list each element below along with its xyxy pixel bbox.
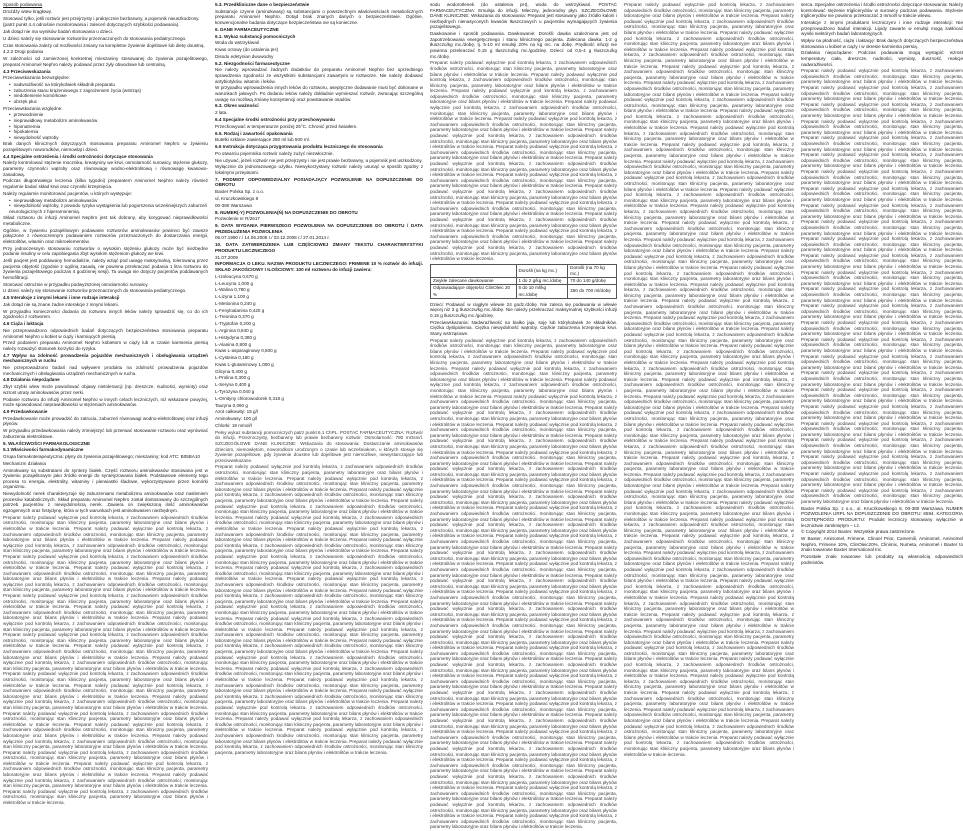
section-heading: 7. PODMIOT ODPOWIEDZIALNY POSIADAJĄCY POZWOLENIE NA DOPUSZCZENIE DO OBROTU bbox=[215, 176, 423, 188]
body-paragraph: L-Tyrozyna 0,040 g bbox=[215, 389, 255, 395]
body-paragraph: L-Cysteina 0,180 g bbox=[215, 355, 254, 361]
section-heading: 4.8 Działania niepożądane bbox=[3, 377, 60, 383]
body-paragraph: Nie przeprowadzono odpowiednich badań dotyczących bezpieczeństwa stosowania preparatu Aminomel Nephro u kobiet w ciąży i karmiących piersią. bbox=[3, 327, 208, 339]
body-paragraph: Przeciwwskazania: Nadwrażliwość na białko jaja, soję lub którykolwiek ze składników. Ciężka dyslipidemia. Ciężka niewydolność wątroby. Ciężkie zaburzenia krzepnięcia krwi. Stany wstrząsowe. bbox=[430, 319, 617, 336]
body-paragraph: Pełny wykaz substancji pomocniczych patrz punkt 6.1 ChPL. POSTAĆ FARMACEUTYCZNA: Roztwór do infuzji. Przezroczysty, bezbarwny lub prawie bezbarwny roztwór. Osmolarność: 780 mOsm/l. SZCZEGÓŁOWE DANE KLINICZNE: Wskazania do stosowania: Dostarczanie aminokwasów dzieciom, niemowlętom, noworodkom urodzonym o czasie lub wcześniakom, u których stosuje się żywienie pozajelitowe, gdy żywienie doustne lub dojelitowe jest niemożliwe, niewystarczające lub przeciwwskazane. bbox=[215, 429, 423, 463]
body-paragraph: L-Prolina 0,300 g bbox=[215, 375, 250, 381]
body-paragraph: Przedawkowanie może prowadzić do zatrucia, zaburzeń równowagi wodno-elektrolitowej oraz infuzji płynów. bbox=[3, 415, 208, 427]
table-cell bbox=[431, 264, 517, 277]
body-paragraph: Interakcje z innymi produktami leczniczymi i inne rodzaje interakcji: Nie przeprowadzono badań interakcji. Lipidy zawarte w emulsji mogą zakłócać wyniki niektórych badań laboratoryjnych. bbox=[801, 19, 963, 37]
table-cell: 1 do 2 g/kg mc./dobę bbox=[516, 278, 568, 285]
body-paragraph: Nie należy wprowadzać żadnych dodatków do preparatu Aminomel Nephro bez uprzedniego sprawdzenia zgodności ze wszystkimi substancjami zawartymi w roztworze. Nie należy dodawać antybiotyków, witamin i leków. bbox=[215, 67, 423, 84]
body-paragraph: Kwas L-glutaminowy 1,000 g bbox=[215, 361, 274, 367]
body-paragraph: © Copyright 2014 Baxter. Wszystkie prawa zastrzeżone. bbox=[801, 529, 916, 535]
body-paragraph: Pozostałe znaki towarowe lub produkty są własnością odpowiednich podmiotów. bbox=[801, 554, 963, 565]
bullet-item: • nadwrażliwość na którykolwiek składnik preparatu bbox=[9, 82, 208, 88]
body-paragraph: Woda do wstrzykiwań bbox=[215, 40, 260, 46]
section-heading: 5.3. Przedkliniczne dane o bezpieczeństwie bbox=[215, 2, 310, 7]
body-paragraph: Ogólnie, w żywieniu pozajelitowym podawanie roztworów aminokwasów powinno być zawsze połączone z równoczesnym podawaniem roztworów przeznaczonych do dostarczania energii, elektrolitów, witamin oraz mikroelementów. bbox=[3, 227, 208, 244]
body-paragraph: Preparat należy podawać wyłącznie pod kontrolą lekarza, z zachowaniem odpowiednich środków ostrożności, monitorując stan kliniczny pacjenta, parametry laboratoryjne oraz bilans płynów i elektrolitów w trakcie leczenia. Preparat należy podawać wyłącznie pod kontrolą lekarza, z zachowaniem odpowiednich środków ostrożności, monitorując stan kliniczny pacjenta, parametry laboratoryjne oraz bilans płynów i elektrolitów w trakcie leczenia. Preparat należy podawać wyłącznie pod kontrolą lekarza, z zachowaniem odpowiednich środków ostrożności, monitorując stan kliniczny pacjenta, parametry laboratoryjne oraz bilans płynów i elektrolitów w trakcie leczenia. Preparat należy podawać wyłącznie pod kontrolą lekarza, z zachowaniem odpowiednich środków ostrożności, monitorując stan kliniczny pacjenta, parametry laboratoryjne oraz bilans płynów i elektrolitów w trakcie leczenia. Preparat należy podawać wyłącznie pod kontrolą lekarza, z zachowaniem odpowiednich środków ostrożności, monitorując stan kliniczny pacjenta, parametry laboratoryjne oraz bilans płynów i elektrolitów w trakcie leczenia. Preparat należy podawać wyłącznie pod kontrolą lekarza, z zachowaniem odpowiednich środków ostrożności, monitorując stan kliniczny pacjenta, parametry laboratoryjne oraz bilans płynów i elektrolitów w trakcie leczenia. Preparat należy podawać wyłącznie pod kontrolą lekarza, z zachowaniem odpowiednich środków ostrożności, monitorując stan kliniczny pacjenta, parametry laboratoryjne oraz bilans płynów i elektrolitów w trakcie leczenia. Preparat należy podawać wyłącznie pod kontrolą lekarza, z zachowaniem odpowiednich środków ostrożności, monitorując stan kliniczny pacjenta, parametry laboratoryjne oraz bilans płynów i elektrolitów w trakcie leczenia. Preparat należy podawać wyłącznie pod kontrolą lekarza, z zachowaniem odpowiednich środków ostrożności, monitorując stan kliniczny pacjenta, parametry laboratoryjne oraz bilans płynów i elektrolitów w trakcie leczenia. Preparat należy podawać wyłącznie pod kontrolą lekarza, z zachowaniem odpowiednich środków ostrożności, monitorując stan kliniczny pacjenta, parametry laboratoryjne oraz bilans płynów i elektrolitów w trakcie leczenia. Preparat należy podawać wyłącznie pod kontrolą lekarza, z zachowaniem odpowiednich środków ostrożności, monitorując stan kliniczny pacjenta, parametry laboratoryjne oraz bilans płynów i elektrolitów w trakcie leczenia. Preparat należy podawać wyłącznie pod kontrolą lekarza, z zachowaniem odpowiednich środków ostrożności, monitorując stan kliniczny pacjenta, parametry laboratoryjne oraz bilans płynów i elektrolitów w trakcie leczenia. Preparat należy podawać wyłącznie pod kontrolą lekarza, z zachowaniem odpowiednich środków ostrożności, monitorując stan kliniczny pacjenta, parametry laboratoryjne oraz bilans płynów i elektrolitów w trakcie leczenia. Preparat należy podawać wyłącznie pod kontrolą lekarza, z zachowaniem odpowiednich środków ostrożności, monitorując stan kliniczny pacjenta, parametry laboratoryjne oraz bilans płynów i elektrolitów w trakcie leczenia. Preparat należy podawać wyłącznie pod kontrolą lekarza, z zachowaniem odpowiednich środków ostrożności, monitorując stan kliniczny pacjenta, parametry laboratoryjne oraz bilans płynów i elektrolitów w trakcie leczenia. Preparat należy podawać wyłącznie pod kontrolą lekarza, z zachowaniem odpowiednich środków ostrożności, monitorując stan kliniczny pacjenta, parametry laboratoryjne oraz bilans płynów i elektrolitów w trakcie leczenia. Preparat należy podawać wyłącznie pod kontrolą lekarza, z zachowaniem odpowiednich środków ostrożności, monitorując stan kliniczny pacjenta, parametry laboratoryjne oraz bilans płynów i elektrolitów w trakcie leczenia. Preparat należy podawać wyłącznie pod kontrolą lekarza, z zachowaniem odpowiednich środków ostrożności, monitorując stan kliniczny pacjenta, parametry laboratoryjne oraz bilans płynów i elektrolitów w trakcie leczenia. Preparat należy podawać wyłącznie pod kontrolą lekarza, z zachowaniem odpowiednich środków ostrożności, monitorując stan kliniczny pacjenta, parametry laboratoryjne oraz bilans płynów i elektrolitów w trakcie leczenia. Preparat należy podawać wyłącznie pod kontrolą lekarza, z zachowaniem odpowiednich środków ostrożności, monitorując stan kliniczny pacjenta, parametry laboratoryjne oraz bilans płynów i elektrolitów w trakcie leczenia. Preparat należy podawać wyłącznie pod kontrolą lekarza, z zachowaniem odpowiednich środków ostrożności, monitorując stan kliniczny pacjenta, parametry laboratoryjne oraz bilans płynów i elektrolitów w trakcie leczenia. Preparat należy podawać wyłącznie pod kontrolą lekarza, z zachowaniem odpowiednich środków ostrożności, monitorując stan kliniczny pacjenta, parametry laboratoryjne oraz bilans płynów i elektrolitów w trakcie leczenia. Preparat należy podawać wyłącznie pod kontrolą lekarza, z zachowaniem odpowiednich środków ostrożności, monitorując stan kliniczny pacjenta, parametry laboratoryjne oraz bilans płynów i elektrolitów w trakcie leczenia. Preparat należy podawać wyłącznie pod kontrolą lekarza, z zachowaniem odpowiednich środków ostrożności, monitorując stan kliniczny pacjenta, parametry laboratoryjne oraz bilans płynów i elektrolitów w trakcie leczenia. Preparat należy podawać wyłącznie pod kontrolą lekarza, z zachowaniem odpowiednich środków ostrożności, monitorując stan kliniczny pacjenta, parametry laboratoryjne oraz bilans płynów i elektrolitów w trakcie leczenia. Preparat należy podawać wyłącznie pod kontrolą lekarza, z zachowaniem odpowiednich środków ostrożności, monitorując stan kliniczny pacjenta, parametry laboratoryjne oraz bilans płynów i elektrolitów w trakcie leczenia. bbox=[801, 68, 963, 504]
body-paragraph: serca. Specjalne ostrzeżenia i środki ostrożności dotyczące stosowania: Należy kontrolować stężenie triglicerydów w surowicy podczas podawania. Stężenie triglicerydów nie powinno przekraczać 3 mmol/l w trakcie wlewu. bbox=[801, 2, 963, 19]
body-paragraph: L-Lizyna 1,100 g bbox=[215, 294, 249, 300]
body-paragraph: Azot całkowity: 15 g/l bbox=[215, 409, 258, 415]
section-heading: 4.9 Przedawkowanie bbox=[3, 408, 48, 414]
body-paragraph: Podanie roztworu do infuzji Aminomel Nephro w innych celach leczniczych, niż wskazane powyżej, może spowodować nieprawidłowości w stężeniach aminokwasów. bbox=[3, 396, 208, 408]
body-paragraph: 2 lata. bbox=[215, 110, 228, 116]
section-heading: INFORMACJA O LEKU. NAZWA PRODUKTU LECZNICZEGO: FRIMENE 10 % roztwór do infuzji. SKŁAD JAKOŚCIOWY I ILOŚCIOWY: 100 ml roztworu do infuzji zawiera: bbox=[215, 261, 423, 272]
body-paragraph: Preparat należy podawać wyłącznie pod kontrolą lekarza, z zachowaniem odpowiednich środków ostrożności, monitorując stan kliniczny pacjenta, parametry laboratoryjne oraz bilans płynów i elektrolitów w trakcie leczenia. Preparat należy podawać wyłącznie pod kontrolą lekarza, z zachowaniem odpowiednich środków ostrożności, monitorując stan kliniczny pacjenta, parametry laboratoryjne oraz bilans płynów i elektrolitów w trakcie leczenia. Preparat należy podawać wyłącznie pod kontrolą lekarza, z zachowaniem odpowiednich środków ostrożności, monitorując stan kliniczny pacjenta, parametry laboratoryjne oraz bilans płynów i elektrolitów w trakcie leczenia. Preparat należy podawać wyłącznie pod kontrolą lekarza, z zachowaniem odpowiednich środków ostrożności, monitorując stan kliniczny pacjenta, parametry laboratoryjne oraz bilans płynów i elektrolitów w trakcie leczenia. Preparat należy podawać wyłącznie pod kontrolą lekarza, z zachowaniem odpowiednich środków ostrożności, monitorując stan kliniczny pacjenta, parametry laboratoryjne oraz bilans płynów i elektrolitów w trakcie leczenia. Preparat należy podawać wyłącznie pod kontrolą lekarza, z zachowaniem odpowiednich środków ostrożności, monitorując stan kliniczny pacjenta, parametry laboratoryjne oraz bilans płynów i elektrolitów w trakcie leczenia. Preparat należy podawać wyłącznie pod kontrolą lekarza, z zachowaniem odpowiednich środków ostrożności, monitorując stan kliniczny pacjenta, parametry laboratoryjne oraz bilans płynów i elektrolitów w trakcie leczenia. Preparat należy podawać wyłącznie pod kontrolą lekarza, z zachowaniem odpowiednich środków ostrożności, monitorując stan kliniczny pacjenta, parametry laboratoryjne oraz bilans płynów i elektrolitów w trakcie leczenia. Preparat należy podawać wyłącznie pod kontrolą lekarza, z zachowaniem odpowiednich środków ostrożności, monitorując stan kliniczny pacjenta, parametry laboratoryjne oraz bilans płynów i elektrolitów w trakcie leczenia. Preparat należy podawać wyłącznie pod kontrolą lekarza, z zachowaniem odpowiednich środków ostrożności, monitorując stan kliniczny pacjenta, parametry laboratoryjne oraz bilans płynów i elektrolitów w trakcie leczenia. Preparat należy podawać wyłącznie pod kontrolą lekarza, z zachowaniem odpowiednich środków ostrożności, monitorując stan kliniczny pacjenta, parametry laboratoryjne oraz bilans płynów i elektrolitów w trakcie leczenia. Preparat należy podawać wyłącznie pod kontrolą lekarza, z zachowaniem odpowiednich środków ostrożności, monitorując stan kliniczny pacjenta, parametry laboratoryjne oraz bilans płynów i elektrolitów w trakcie leczenia. Preparat należy podawać wyłącznie pod kontrolą lekarza, z zachowaniem odpowiednich środków ostrożności, monitorując stan kliniczny pacjenta, parametry laboratoryjne oraz bilans płynów i elektrolitów w trakcie leczenia. Preparat należy podawać wyłącznie pod kontrolą lekarza, z zachowaniem odpowiednich środków ostrożności, monitorując stan kliniczny pacjenta, parametry laboratoryjne oraz bilans płynów i elektrolitów w trakcie leczenia. Preparat należy podawać wyłącznie pod kontrolą lekarza, z zachowaniem odpowiednich środków ostrożności, monitorując stan kliniczny pacjenta, parametry laboratoryjne oraz bilans płynów i elektrolitów w trakcie leczenia. Preparat należy podawać wyłącznie pod kontrolą lekarza, z zachowaniem odpowiednich środków ostrożności, monitorując stan kliniczny pacjenta, parametry laboratoryjne oraz bilans płynów i elektrolitów w trakcie leczenia. Preparat należy podawać wyłącznie pod kontrolą lekarza, z zachowaniem odpowiednich środków ostrożności, monitorując stan kliniczny pacjenta, parametry laboratoryjne oraz bilans płynów i elektrolitów w trakcie leczenia. Preparat należy podawać wyłącznie pod kontrolą lekarza, z zachowaniem odpowiednich środków ostrożności, monitorując stan kliniczny pacjenta, parametry laboratoryjne oraz bilans płynów i elektrolitów w trakcie leczenia. Preparat należy podawać wyłącznie pod kontrolą lekarza, z zachowaniem odpowiednich środków ostrożności, monitorując stan kliniczny pacjenta, parametry laboratoryjne oraz bilans płynów i elektrolitów w trakcie leczenia. Preparat należy podawać wyłącznie pod kontrolą lekarza, z zachowaniem odpowiednich środków ostrożności, monitorując stan kliniczny pacjenta, parametry laboratoryjne oraz bilans płynów i elektrolitów w trakcie leczenia. Preparat należy podawać wyłącznie pod kontrolą lekarza, z zachowaniem odpowiednich środków ostrożności, monitorując stan kliniczny pacjenta, parametry laboratoryjne oraz bilans płynów i elektrolitów w trakcie leczenia. Preparat należy podawać wyłącznie pod kontrolą lekarza, z zachowaniem odpowiednich środków ostrożności, monitorując stan kliniczny pacjenta, parametry laboratoryjne oraz bilans płynów i elektrolitów w trakcie leczenia. Preparat należy podawać wyłącznie pod kontrolą lekarza, z zachowaniem odpowiednich środków ostrożności, monitorując stan kliniczny pacjenta, parametry laboratoryjne oraz bilans płynów i elektrolitów w trakcie leczenia. Preparat należy podawać wyłącznie pod kontrolą lekarza, z zachowaniem odpowiednich środków ostrożności, monitorując stan kliniczny pacjenta, parametry laboratoryjne oraz bilans płynów i elektrolitów w trakcie leczenia. Preparat należy podawać wyłącznie pod kontrolą lekarza, z zachowaniem odpowiednich środków ostrożności, monitorując stan kliniczny pacjenta, parametry laboratoryjne oraz bilans płynów i elektrolitów w trakcie leczenia. Preparat należy podawać wyłącznie pod kontrolą lekarza, z zachowaniem odpowiednich środków ostrożności, monitorując stan kliniczny pacjenta, parametry laboratoryjne oraz bilans płynów i elektrolitów w trakcie leczenia. Preparat należy podawać wyłącznie pod kontrolą lekarza, z zachowaniem odpowiednich środków ostrożności, monitorując stan kliniczny pacjenta, parametry laboratoryjne oraz bilans płynów i elektrolitów w trakcie leczenia. Preparat należy podawać wyłącznie pod kontrolą lekarza, z zachowaniem odpowiednich środków ostrożności, monitorując stan kliniczny pacjenta, parametry laboratoryjne oraz bilans płynów i elektrolitów w trakcie leczenia. Preparat należy podawać wyłącznie pod kontrolą lekarza, z zachowaniem odpowiednich środków ostrożności, monitorując stan kliniczny pacjenta, parametry laboratoryjne oraz bilans płynów i elektrolitów w trakcie leczenia. Preparat należy podawać wyłącznie pod kontrolą lekarza, z zachowaniem odpowiednich środków ostrożności, monitorując stan kliniczny pacjenta, parametry laboratoryjne oraz bilans płynów i elektrolitów w trakcie leczenia. Preparat należy podawać wyłącznie pod kontrolą lekarza, z zachowaniem odpowiednich środków ostrożności, monitorując stan kliniczny pacjenta, parametry laboratoryjne oraz bilans płynów i elektrolitów w trakcie leczenia. Preparat należy podawać wyłącznie pod kontrolą lekarza, z zachowaniem odpowiednich środków ostrożności, monitorując stan kliniczny pacjenta, parametry laboratoryjne oraz bilans płynów i elektrolitów w trakcie leczenia. Preparat należy podawać wyłącznie pod kontrolą lekarza, z zachowaniem odpowiednich środków ostrożności, monitorując stan kliniczny pacjenta, parametry laboratoryjne oraz bilans płynów i elektrolitów w trakcie leczenia. Preparat należy podawać wyłącznie pod kontrolą lekarza, z zachowaniem odpowiednich środków ostrożności, monitorując stan kliniczny pacjenta, parametry laboratoryjne oraz bilans płynów i elektrolitów w trakcie leczenia. Preparat należy podawać wyłącznie pod kontrolą lekarza, z zachowaniem odpowiednich środków ostrożności, monitorując stan kliniczny pacjenta, parametry laboratoryjne oraz bilans płynów i elektrolitów w trakcie leczenia. Preparat należy podawać wyłącznie pod kontrolą lekarza, z zachowaniem odpowiednich środków ostrożności, monitorując stan kliniczny pacjenta, parametry laboratoryjne oraz bilans płynów i elektrolitów w trakcie leczenia. Preparat należy podawać wyłącznie pod kontrolą lekarza, z zachowaniem odpowiednich środków ostrożności, monitorując stan kliniczny pacjenta, parametry laboratoryjne oraz bilans płynów i elektrolitów w trakcie leczenia. Preparat należy podawać wyłącznie pod kontrolą lekarza, z zachowaniem odpowiednich środków ostrożności, monitorując stan kliniczny pacjenta, parametry laboratoryjne oraz bilans płynów i elektrolitów w trakcie leczenia. Preparat należy podawać wyłącznie pod kontrolą lekarza, z zachowaniem odpowiednich środków ostrożności, monitorując stan kliniczny pacjenta, parametry laboratoryjne oraz bilans płynów i elektrolitów w trakcie leczenia. Preparat należy podawać wyłącznie pod kontrolą lekarza, z zachowaniem odpowiednich środków ostrożności, monitorując stan kliniczny pacjenta, parametry laboratoryjne oraz bilans płynów i elektrolitów w trakcie leczenia. Preparat należy podawać wyłącznie pod kontrolą lekarza, z zachowaniem odpowiednich środków ostrożności, monitorując stan kliniczny pacjenta, parametry laboratoryjne oraz bilans płynów i elektrolitów w trakcie leczenia. Preparat należy podawać wyłącznie pod kontrolą lekarza, z zachowaniem odpowiednich środków ostrożności, monitorując stan kliniczny pacjenta, parametry laboratoryjne oraz bilans płynów i elektrolitów w trakcie leczenia. Preparat należy podawać wyłącznie pod kontrolą lekarza, z zachowaniem odpowiednich środków ostrożności, monitorując stan kliniczny pacjenta, parametry laboratoryjne oraz bilans płynów i elektrolitów w trakcie leczenia. Preparat należy podawać wyłącznie pod kontrolą lekarza, z zachowaniem odpowiednich środków ostrożności, monitorując stan kliniczny pacjenta, parametry laboratoryjne oraz bilans płynów i elektrolitów w trakcie leczenia. Preparat należy podawać wyłącznie pod kontrolą lekarza, z zachowaniem odpowiednich środków ostrożności, monitorując stan kliniczny pacjenta, parametry laboratoryjne oraz bilans płynów i elektrolitów w trakcie leczenia. Preparat należy podawać wyłącznie pod kontrolą lekarza, z zachowaniem odpowiednich środków ostrożności, monitorując stan kliniczny pacjenta, parametry laboratoryjne oraz bilans płynów i elektrolitów w trakcie leczenia. Preparat należy podawać wyłącznie pod kontrolą lekarza, z zachowaniem odpowiednich środków ostrożności, monitorując stan kliniczny pacjenta, parametry laboratoryjne oraz bilans płynów i elektrolitów w trakcie leczenia. Preparat należy podawać wyłącznie pod kontrolą lekarza, z zachowaniem odpowiednich środków ostrożności, monitorując stan kliniczny pacjenta, parametry laboratoryjne oraz bilans płynów i elektrolitów w trakcie leczenia. bbox=[624, 2, 794, 757]
body-paragraph: 00-380 Warszawa bbox=[215, 202, 252, 208]
body-paragraph: Kwas octowy (do ustalenia pH) bbox=[215, 47, 279, 53]
bullet-item: • przewodnienie bbox=[9, 112, 208, 118]
column-1 bbox=[3, 2, 208, 831]
body-paragraph: Działania niepożądane: Podczas podawania mogą wystąpić: wzrost temperatury ciała, dreszcze, nudności, wymioty, duszność, reakcje nadwrażliwości. bbox=[801, 50, 963, 67]
body-paragraph: L-Arginina 0,840 g bbox=[215, 328, 253, 333]
dosage-table bbox=[430, 264, 617, 299]
body-paragraph: L-Metionina 0,240 g bbox=[215, 300, 256, 306]
body-paragraph: Stosować ostrożnie w przypadku podwyższonej osmolarności surowicy. bbox=[3, 281, 149, 287]
body-paragraph: Brak danych klinicznych dotyczących stosowania preparatu Aminomel Nephro w żywieniu pozajelitowym noworodków, niemowląt i dzieci. bbox=[3, 141, 208, 152]
body-paragraph: L-Ornityny chlorowodorek 0,318 g bbox=[215, 395, 284, 401]
body-paragraph: Baxter Polska Sp. z o.o., ul. Kruczkowskiego 8, 00-380 Warszawa. NUMER POZWOLENIA URPL NA DOPUSZCZENIE DO OBROTU: 6594. KATEGORIA DOSTĘPNOŚCI PRODUKTU: Produkt leczniczy stosowany wyłącznie w lecznictwie zamkniętym – Lz. bbox=[801, 505, 963, 528]
section-heading: 6.1. Wykaz substancji pomocniczych bbox=[215, 33, 296, 39]
body-paragraph: Przy jednoczesnym stosowaniu roztworów o wysokim stężeniu glukozy może być niezbędne podanie insuliny w celu zapobiegania zbyt wysokim stężeniom glukozy we krwi. bbox=[3, 245, 208, 257]
body-paragraph: Przeciwwskazania względne: bbox=[3, 105, 63, 111]
body-paragraph: Przed podaniem preparatu Aminomel Nephro kobietom w ciąży lub w czasie karmienia piersią należy rozważyć stosunek korzyści do ryzyka. bbox=[3, 340, 208, 351]
body-paragraph: Glicyna 0,400 g bbox=[215, 368, 247, 374]
body-paragraph: ul. Kruczkowskiego 8 bbox=[215, 195, 259, 201]
body-paragraph: Wyłącznie do jednorazowego użytku. Niewykorzystany roztwór należy usunąć w sposób zgodny z lokalnymi przepisami. bbox=[215, 164, 423, 175]
bullet-item: • nieprawidłowy metabolizm aminokwasów bbox=[9, 118, 208, 124]
body-paragraph: Nie przeprowadzono badań nad wpływem produktu na zdolność prowadzenia pojazdów mechanicznych i obsługiwania urządzeń mechanicznych w ruchu. bbox=[3, 365, 208, 376]
body-paragraph: U dzieci należy się stosowanie roztworów przeznaczonych do stosowania pediatrycznego. bbox=[3, 35, 187, 41]
section-heading: 6. DANE FARMACEUTYCZNE bbox=[215, 26, 279, 32]
bullet-item: • hiponatremia bbox=[9, 124, 208, 130]
body-paragraph: Niewydolność nerek charakteryzuje się zaburzeniami metabolizmu aminokwasów oraz nasileniem procesów katabolicznych. Skład preparatu Aminomel Nephro został dostosowany do szczególnych potrzeb pacjentów z niewydolnością nerek. Zawiera on zwiększoną ilość aminokwasów egzogennych oraz histydynę, która w tych warunkach jest aminokwasem niezbędnym. bbox=[3, 491, 208, 513]
body-paragraph: Tauryna 0,060 g bbox=[215, 402, 248, 408]
body-paragraph: Dzieci: Podawać w ciągłym wlewie 24 godz./dobę. Nie zaleca się podawania w wlewie więcej niż 3 g tłuszczu/kg mc./dobę. Nie należy przekraczać maksymalnej szybkości infuzji 0,15 g tłuszczu/kg mc./godzinę. bbox=[430, 301, 617, 318]
body-paragraph: Disodu edetynian dwuwodny bbox=[215, 53, 274, 59]
table-cell: 350 do 700 ml/dobę bbox=[568, 285, 617, 298]
column-5 bbox=[801, 2, 963, 831]
section-heading: 9. DATA WYDANIA PIERWSZEGO POZWOLENIA NA DOPUSZCZENIE DO OBROTU / DATA PRZEDŁUŻENIA POZWOLENIA bbox=[215, 223, 423, 234]
bullet-list bbox=[9, 112, 208, 140]
body-paragraph: W zależności od zamierzonej konkretnej mieszaniny stosowanej do żywienia pozajelitowego, preparat Aminomel Nephro należy podawać przez żyły obwodowe lub centralną. bbox=[3, 56, 208, 67]
table-cell: 70 do 140 g/dobę bbox=[568, 278, 617, 285]
table-row bbox=[431, 264, 617, 277]
body-paragraph: W przypadku przedawkowania należy zmniejszyć lub przerwać stosowanie roztworu oraz wyrównać zaburzenia elektrolitowe. bbox=[3, 428, 208, 439]
body-paragraph: L-Walina 0,780 g bbox=[215, 287, 250, 293]
bullet-item: • zaburzenia stanu krążeniowego z zagrożeniem życia (wstrząs) bbox=[9, 88, 208, 94]
body-paragraph: L-Tryptofan 0,200 g bbox=[215, 321, 255, 327]
bullet-list bbox=[9, 198, 208, 215]
body-paragraph: Skład roztworu do infuzji Aminomel Nephro jest tak dobrany, aby korygować nieprawidłowości metaboliczne. bbox=[3, 215, 208, 226]
table-row bbox=[431, 285, 617, 298]
body-paragraph: Preparat należy podawać wyłącznie pod kontrolą lekarza, z zachowaniem odpowiednich środków ostrożności, monitorując stan kliniczny pacjenta, parametry laboratoryjne oraz bilans płynów i elektrolitów w trakcie leczenia. Preparat należy podawać wyłącznie pod kontrolą lekarza, z zachowaniem odpowiednich środków ostrożności, monitorując stan kliniczny pacjenta, parametry laboratoryjne oraz bilans płynów i elektrolitów w trakcie leczenia. Preparat należy podawać wyłącznie pod kontrolą lekarza, z zachowaniem odpowiednich środków ostrożności, monitorując stan kliniczny pacjenta, parametry laboratoryjne oraz bilans płynów i elektrolitów w trakcie leczenia. Preparat należy podawać wyłącznie pod kontrolą lekarza, z zachowaniem odpowiednich środków ostrożności, monitorując stan kliniczny pacjenta, parametry laboratoryjne oraz bilans płynów i elektrolitów w trakcie leczenia. Preparat należy podawać wyłącznie pod kontrolą lekarza, z zachowaniem odpowiednich środków ostrożności, monitorując stan kliniczny pacjenta, parametry laboratoryjne oraz bilans płynów i elektrolitów w trakcie leczenia. Preparat należy podawać wyłącznie pod kontrolą lekarza, z zachowaniem odpowiednich środków ostrożności, monitorując stan kliniczny pacjenta, parametry laboratoryjne oraz bilans płynów i elektrolitów w trakcie leczenia. Preparat należy podawać wyłącznie pod kontrolą lekarza, z zachowaniem odpowiednich środków ostrożności, monitorując stan kliniczny pacjenta, parametry laboratoryjne oraz bilans płynów i elektrolitów w trakcie leczenia. Preparat należy podawać wyłącznie pod kontrolą lekarza, z zachowaniem odpowiednich środków ostrożności, monitorując stan kliniczny pacjenta, parametry laboratoryjne oraz bilans płynów i elektrolitów w trakcie leczenia. Preparat należy podawać wyłącznie pod kontrolą lekarza, z zachowaniem odpowiednich środków ostrożności, monitorując stan kliniczny pacjenta, parametry laboratoryjne oraz bilans płynów i elektrolitów w trakcie leczenia. Preparat należy podawać wyłącznie pod kontrolą lekarza, z zachowaniem odpowiednich środków ostrożności, monitorując stan kliniczny pacjenta, parametry laboratoryjne oraz bilans płynów i elektrolitów w trakcie leczenia. Preparat należy podawać wyłącznie pod kontrolą lekarza, z zachowaniem odpowiednich środków ostrożności, monitorując stan kliniczny pacjenta, parametry laboratoryjne oraz bilans płynów i elektrolitów w trakcie leczenia. Preparat należy podawać wyłącznie pod kontrolą lekarza, z zachowaniem odpowiednich środków ostrożności, monitorując stan kliniczny pacjenta, parametry laboratoryjne oraz bilans płynów i elektrolitów w trakcie leczenia. Preparat należy podawać wyłącznie pod kontrolą lekarza, z zachowaniem odpowiednich środków ostrożności, monitorując stan kliniczny pacjenta, parametry laboratoryjne oraz bilans płynów i elektrolitów w trakcie leczenia. Preparat należy podawać wyłącznie pod kontrolą lekarza, z zachowaniem odpowiednich środków ostrożności, monitorując stan kliniczny pacjenta, parametry laboratoryjne oraz bilans płynów i elektrolitów w trakcie leczenia. bbox=[430, 60, 617, 262]
bullet-item: • obrzęk płuc bbox=[9, 99, 208, 105]
body-paragraph: Czas stosowania zależy od możliwości zmiany na kompletne żywienie dojelitowe lub dietę doustną. bbox=[3, 42, 205, 48]
body-paragraph: Preparat należy podawać wyłącznie pod kontrolą lekarza, z zachowaniem odpowiednich środków ostrożności, monitorując stan kliniczny pacjenta, parametry laboratoryjne oraz bilans płynów i elektrolitów w trakcie leczenia. Preparat należy podawać wyłącznie pod kontrolą lekarza, z zachowaniem odpowiednich środków ostrożności, monitorując stan kliniczny pacjenta, parametry laboratoryjne oraz bilans płynów i elektrolitów w trakcie leczenia. Preparat należy podawać wyłącznie pod kontrolą lekarza, z zachowaniem odpowiednich środków ostrożności, monitorując stan kliniczny pacjenta, parametry laboratoryjne oraz bilans płynów i elektrolitów w trakcie leczenia. Preparat należy podawać wyłącznie pod kontrolą lekarza, z zachowaniem odpowiednich środków ostrożności, monitorując stan kliniczny pacjenta, parametry laboratoryjne oraz bilans płynów i elektrolitów w trakcie leczenia. Preparat należy podawać wyłącznie pod kontrolą lekarza, z zachowaniem odpowiednich środków ostrożności, monitorując stan kliniczny pacjenta, parametry laboratoryjne oraz bilans płynów i elektrolitów w trakcie leczenia. Preparat należy podawać wyłącznie pod kontrolą lekarza, z zachowaniem odpowiednich środków ostrożności, monitorując stan kliniczny pacjenta, parametry laboratoryjne oraz bilans płynów i elektrolitów w trakcie leczenia. Preparat należy podawać wyłącznie pod kontrolą lekarza, z zachowaniem odpowiednich środków ostrożności, monitorując stan kliniczny pacjenta, parametry laboratoryjne oraz bilans płynów i elektrolitów w trakcie leczenia. Preparat należy podawać wyłącznie pod kontrolą lekarza, z zachowaniem odpowiednich środków ostrożności, monitorując stan kliniczny pacjenta, parametry laboratoryjne oraz bilans płynów i elektrolitów w trakcie leczenia. Preparat należy podawać wyłącznie pod kontrolą lekarza, z zachowaniem odpowiednich środków ostrożności, monitorując stan kliniczny pacjenta, parametry laboratoryjne oraz bilans płynów i elektrolitów w trakcie leczenia. Preparat należy podawać wyłącznie pod kontrolą lekarza, z zachowaniem odpowiednich środków ostrożności, monitorując stan kliniczny pacjenta, parametry laboratoryjne oraz bilans płynów i elektrolitów w trakcie leczenia. Preparat należy podawać wyłącznie pod kontrolą lekarza, z zachowaniem odpowiednich środków ostrożności, monitorując stan kliniczny pacjenta, parametry laboratoryjne oraz bilans płynów i elektrolitów w trakcie leczenia. Preparat należy podawać wyłącznie pod kontrolą lekarza, z zachowaniem odpowiednich środków ostrożności, monitorując stan kliniczny pacjenta, parametry laboratoryjne oraz bilans płynów i elektrolitów w trakcie leczenia. Preparat należy podawać wyłącznie pod kontrolą lekarza, z zachowaniem odpowiednich środków ostrożności, monitorując stan kliniczny pacjenta, parametry laboratoryjne oraz bilans płynów i elektrolitów w trakcie leczenia. Preparat należy podawać wyłącznie pod kontrolą lekarza, z zachowaniem odpowiednich środków ostrożności, monitorując stan kliniczny pacjenta, parametry laboratoryjne oraz bilans płynów i elektrolitów w trakcie leczenia. Preparat należy podawać wyłącznie pod kontrolą lekarza, z zachowaniem odpowiednich środków ostrożności, monitorując stan kliniczny pacjenta, parametry laboratoryjne oraz bilans płynów i elektrolitów w trakcie leczenia. Preparat należy podawać wyłącznie pod kontrolą lekarza, z zachowaniem odpowiednich środków ostrożności, monitorując stan kliniczny pacjenta, parametry laboratoryjne oraz bilans płynów i elektrolitów w trakcie leczenia. Preparat należy podawać wyłącznie pod kontrolą lekarza, z zachowaniem odpowiednich środków ostrożności, monitorując stan kliniczny pacjenta, parametry laboratoryjne oraz bilans płynów i elektrolitów w trakcie leczenia. Preparat należy podawać wyłącznie pod kontrolą lekarza, z zachowaniem odpowiednich środków ostrożności, monitorując stan kliniczny pacjenta, parametry laboratoryjne oraz bilans płynów i elektrolitów w trakcie leczenia. Preparat należy podawać wyłącznie pod kontrolą lekarza, z zachowaniem odpowiednich środków ostrożności, monitorując stan kliniczny pacjenta, parametry laboratoryjne oraz bilans płynów i elektrolitów w trakcie leczenia. Preparat należy podawać wyłącznie pod kontrolą lekarza, z zachowaniem odpowiednich środków ostrożności, monitorując stan kliniczny pacjenta, parametry laboratoryjne oraz bilans płynów i elektrolitów w trakcie leczenia. Preparat należy podawać wyłącznie pod kontrolą lekarza, z zachowaniem odpowiednich środków ostrożności, monitorując stan kliniczny pacjenta, parametry laboratoryjne oraz bilans płynów i elektrolitów w trakcie leczenia. Preparat należy podawać wyłącznie pod kontrolą lekarza, z zachowaniem odpowiednich środków ostrożności, monitorując stan kliniczny pacjenta, parametry laboratoryjne oraz bilans płynów i elektrolitów w trakcie leczenia. bbox=[3, 514, 208, 806]
section-heading: 6.6 Instrukcja dotycząca przygotowania produktu leczniczego do stosowania bbox=[215, 144, 383, 150]
body-paragraph: L-Treonina 0,370 g bbox=[215, 314, 254, 320]
body-paragraph: Przechowywać w temperaturze poniżej 25°C. Chronić przed światłem. bbox=[215, 123, 358, 129]
body-paragraph: Jeśli pacjent jest poddawany hemodializie, należy wziąć pod uwagę maksymalną, tolerowaną przez pacjenta objętość (zgodnie z ogólną zasadą, nie powinna przekraczać podania 1 litra roztworu do żywienia pozajelitowego podczas 4 godzinnej sesji). Ta uwaga nie dotyczy pacjentów poddawanych hemofiltracji. bbox=[3, 258, 208, 280]
bullet-list bbox=[9, 82, 208, 104]
bullet-item: • niedotlenienie komórkowe bbox=[9, 93, 208, 99]
body-paragraph: Należy regularnie monitorować pacjentów, u których występuje: bbox=[3, 190, 132, 196]
body-paragraph: Kwas L-asparaginowy 0,600 g bbox=[215, 348, 277, 354]
body-paragraph: (patrz punkt 4.4 odnośnie monitorowania i zaleceń dotyczących szybkości podawania). bbox=[3, 22, 180, 28]
body-paragraph: W przypadku wprowadzenia innych leków do roztworu, aseptyczne dodawanie musi być dokonane w warunkach jałowych. Po dodaniu leków należy dokładnie wymieszać roztwór, zwracając szczególną uwagę na możliwą zmianę konsystencji oraz powstawanie osadów. bbox=[215, 85, 423, 102]
body-paragraph: Sposób podawania bbox=[3, 2, 43, 7]
section-heading: 4.4 Specjalne ostrzeżenia i środki ostrożności dotyczące stosowania bbox=[3, 153, 153, 159]
body-paragraph: Dawkowanie i sposób podawania. Dawkowanie: Dorośli: dawka uzależniona jest od zapotrzebowania energetycznego i stanu klinicznego pacjenta. Zalecana dawka: 1-2 g tłuszczu/kg mc./dobę, tj. 5-10 ml emulsji 20% na kg mc. na dobę. Prędkość infuzji nie powinna przekraczać 0,15 g tłuszczu/kg mc./godzinę. Dzieci: od 0,5-4 g tłuszczu/kg mc./dobę. bbox=[430, 31, 617, 59]
body-paragraph: U dzieci należy się stosowanie roztworów przeznaczonych do stosowania pediatrycznego. bbox=[3, 288, 187, 294]
section-heading: 4.5 Interakcje z innymi lekami i inne rodzaje interakcji bbox=[3, 295, 120, 301]
body-paragraph: Aminokwasy są substratami do syntezy białek. Część roztworu aminokwasów stosowana jest w żywieniu pozajelitowym jako źródło energii do syntetyzowania białek. Podstawowe elementy tego procesu to energia, elektrolity, witaminy i pierwiastki śladowe, wykorzystywane przez komórki organizmu. bbox=[3, 467, 208, 490]
bullet-item: • niewydolność wątroby bbox=[9, 135, 208, 141]
body-paragraph: Podczas długotrwałego leczenia (kilka tygodni) preparatem Aminomel Nephro należy również regularnie badać skład krwi oraz czynniki krzepnięcia. bbox=[3, 178, 208, 190]
body-paragraph: Zbyt szybki wlew może powodować objawy nietolerancji (np. dreszcze, nudności, wymioty) oraz wzrost utraty aminokwasów przez nerki. bbox=[3, 384, 208, 395]
bullet-item: • nieprawidłowy metabolizm aminokwasów bbox=[9, 198, 208, 204]
body-paragraph: 06.07.1990 r./ 14.06.2005 r./ 03.12.2008 r./ 27.01.2014 r. bbox=[215, 235, 330, 241]
body-paragraph: Butelki szklane zawierające 250 ml lub 500 ml. bbox=[215, 137, 310, 143]
column-3-top bbox=[430, 2, 617, 262]
section-heading: 4.6 Ciąża i laktacja bbox=[3, 321, 44, 327]
column-3 bbox=[430, 2, 617, 831]
body-paragraph: Chlorki: 19 mmol/l bbox=[215, 422, 252, 428]
body-paragraph: 31.07.2009 bbox=[215, 254, 238, 260]
body-paragraph: Grupa farmakoterapeutyczna: płyny do żywienia pozajelitowego; mieszaniny; kod ATC: B05BA10 bbox=[3, 454, 201, 460]
body-paragraph: Wpływ na płodność, ciążę i laktację: Brak danych dotyczących bezpieczeństwa stosowania u kobiet w ciąży i w okresie karmienia piersią. bbox=[801, 37, 963, 49]
body-paragraph: Drożdży wtew krągłowy. bbox=[3, 8, 52, 14]
column-4 bbox=[624, 2, 794, 831]
section-heading: 6.4 Specjalne środki ostrożności przy przechowywaniu bbox=[215, 116, 335, 122]
bullet-item: • hipokalemia bbox=[9, 129, 208, 135]
body-paragraph: Substancje czynne (aminokwasy) są substancjami o powszechnym właściwościach metabolicznych preparatu Aminomel Nephro. Dotąd brak znanych danych o bezpieczeństwie. Ogólnie, konwencjonalne badania dotyczące bezpieczeństwa nie są konieczne. bbox=[215, 8, 423, 25]
body-paragraph: Jak dotąd nie są znane żadne interakcje z innymi lekami. bbox=[3, 302, 119, 307]
body-paragraph: Nie używać, jeżeli roztwór nie jest przejrzysty i nie jest prawie bezbarwny, a pojemnik jest uszkodzony. bbox=[215, 157, 423, 163]
body-paragraph: L-Izoleucyna 0,670 g bbox=[215, 273, 258, 279]
body-paragraph: Należy kontrolować stężenie mocznika, kreatyniny we krwi, osmolarność surowicy, stężenie glukozy, parametry czynności wątroby oraz równowagę wodno-elektrolitową i równowagę kwasowo-zasadową. bbox=[3, 160, 208, 177]
bullet-item: • niewydolność wątroby, z powodu ryzyka wystąpienia lub pogorszenia wcześniejszych zaburzeń neurologicznych z hiperamonemią. bbox=[9, 203, 208, 214]
section-heading: 6.3. Okres ważności bbox=[215, 103, 259, 109]
section-heading: 10. DATA ZATWIERDZENIA LUB CZĘŚCIOWEJ ZMIANY TEKSTU CHARAKTERYSTYKI PRODUKTU LECZNICZEGO bbox=[215, 242, 423, 253]
column-3-bottom bbox=[430, 302, 617, 830]
body-paragraph: L-Fenyloalanina 0,420 g bbox=[215, 307, 265, 313]
body-paragraph: L-Seryna 0,400 g bbox=[215, 382, 251, 388]
body-paragraph: L-Histydyna 0,380 g bbox=[215, 334, 256, 340]
table-cell: Zwykłe zalecane dawkowanie bbox=[431, 278, 517, 285]
section-heading: 4.3 Przeciwwskazania bbox=[3, 68, 51, 74]
column-2 bbox=[215, 2, 423, 831]
body-paragraph: Mechanizm działania bbox=[3, 460, 46, 466]
body-paragraph: W Baxter, Aminomel, Frimene, Clinoel Prior, Camemili, Aminomel, Aminomel Nephro, Frimene 10%, ClinOleic20%, Clinimix, Numeta, Aminomel i Baxter to znaki towarowe Baxter International Inc. bbox=[801, 536, 963, 553]
body-paragraph: L-Alanina 0,800 g bbox=[215, 341, 252, 347]
section-heading: 6.2. Niezgodności farmaceutyczne bbox=[215, 60, 290, 66]
table-cell: Dorośli (na 70 kg mc.) bbox=[568, 264, 617, 277]
body-paragraph: Stosować tylko, jeśli roztwór jest przejrzysty i praktycznie bezbarwny, a pojemnik nieuszkodzony. bbox=[3, 15, 200, 21]
section-heading: 8. NUMER(-Y) POZWOLENIA(Ń) NA DOPUSZCZENIE DO OBROTU bbox=[215, 209, 358, 215]
body-paragraph: Jak dotąd nie ma wyników badań stosowania u dzieci. bbox=[3, 29, 114, 35]
table-cell: Dorośli (na kg mc.) bbox=[516, 264, 568, 277]
section-heading: 5.1 Właściwości farmakodynamiczne bbox=[3, 447, 84, 453]
body-paragraph: Aminokwasy: 100 g/l bbox=[215, 416, 258, 422]
body-paragraph: Baxter Polska Sp. z o.o. bbox=[215, 189, 265, 195]
body-paragraph: L-Leucyna 1,000 g bbox=[215, 280, 254, 286]
body-paragraph: Preparat należy podawać wyłącznie pod kontrolą lekarza, z zachowaniem odpowiednich środków ostrożności, monitorując stan kliniczny pacjenta, parametry laboratoryjne oraz bilans płynów i elektrolitów w trakcie leczenia. Preparat należy podawać wyłącznie pod kontrolą lekarza, z zachowaniem odpowiednich środków ostrożności, monitorując stan kliniczny pacjenta, parametry laboratoryjne oraz bilans płynów i elektrolitów w trakcie leczenia. Preparat należy podawać wyłącznie pod kontrolą lekarza, z zachowaniem odpowiednich środków ostrożności, monitorując stan kliniczny pacjenta, parametry laboratoryjne oraz bilans płynów i elektrolitów w trakcie leczenia. Preparat należy podawać wyłącznie pod kontrolą lekarza, z zachowaniem odpowiednich środków ostrożności, monitorując stan kliniczny pacjenta, parametry laboratoryjne oraz bilans płynów i elektrolitów w trakcie leczenia. Preparat należy podawać wyłącznie pod kontrolą lekarza, z zachowaniem odpowiednich środków ostrożności, monitorując stan kliniczny pacjenta, parametry laboratoryjne oraz bilans płynów i elektrolitów w trakcie leczenia. Preparat należy podawać wyłącznie pod kontrolą lekarza, z zachowaniem odpowiednich środków ostrożności, monitorując stan kliniczny pacjenta, parametry laboratoryjne oraz bilans płynów i elektrolitów w trakcie leczenia. Preparat należy podawać wyłącznie pod kontrolą lekarza, z zachowaniem odpowiednich środków ostrożności, monitorując stan kliniczny pacjenta, parametry laboratoryjne oraz bilans płynów i elektrolitów w trakcie leczenia. Preparat należy podawać wyłącznie pod kontrolą lekarza, z zachowaniem odpowiednich środków ostrożności, monitorując stan kliniczny pacjenta, parametry laboratoryjne oraz bilans płynów i elektrolitów w trakcie leczenia. Preparat należy podawać wyłącznie pod kontrolą lekarza, z zachowaniem odpowiednich środków ostrożności, monitorując stan kliniczny pacjenta, parametry laboratoryjne oraz bilans płynów i elektrolitów w trakcie leczenia. Preparat należy podawać wyłącznie pod kontrolą lekarza, z zachowaniem odpowiednich środków ostrożności, monitorując stan kliniczny pacjenta, parametry laboratoryjne oraz bilans płynów i elektrolitów w trakcie leczenia. Preparat należy podawać wyłącznie pod kontrolą lekarza, z zachowaniem odpowiednich środków ostrożności, monitorując stan kliniczny pacjenta, parametry laboratoryjne oraz bilans płynów i elektrolitów w trakcie leczenia. Preparat należy podawać wyłącznie pod kontrolą lekarza, z zachowaniem odpowiednich środków ostrożności, monitorując stan kliniczny pacjenta, parametry laboratoryjne oraz bilans płynów i elektrolitów w trakcie leczenia. Preparat należy podawać wyłącznie pod kontrolą lekarza, z zachowaniem odpowiednich środków ostrożności, monitorując stan kliniczny pacjenta, parametry laboratoryjne oraz bilans płynów i elektrolitów w trakcie leczenia. Preparat należy podawać wyłącznie pod kontrolą lekarza, z zachowaniem odpowiednich środków ostrożności, monitorując stan kliniczny pacjenta, parametry laboratoryjne oraz bilans płynów i elektrolitów w trakcie leczenia. Preparat należy podawać wyłącznie pod kontrolą lekarza, z zachowaniem odpowiednich środków ostrożności, monitorując stan kliniczny pacjenta, parametry laboratoryjne oraz bilans płynów i elektrolitów w trakcie leczenia. Preparat należy podawać wyłącznie pod kontrolą lekarza, z zachowaniem odpowiednich środków ostrożności, monitorując stan kliniczny pacjenta, parametry laboratoryjne oraz bilans płynów i elektrolitów w trakcie leczenia. Preparat należy podawać wyłącznie pod kontrolą lekarza, z zachowaniem odpowiednich środków ostrożności, monitorując stan kliniczny pacjenta, parametry laboratoryjne oraz bilans płynów i elektrolitów w trakcie leczenia. Preparat należy podawać wyłącznie pod kontrolą lekarza, z zachowaniem odpowiednich środków ostrożności, monitorując stan kliniczny pacjenta, parametry laboratoryjne oraz bilans płynów i elektrolitów w trakcie leczenia. Preparat należy podawać wyłącznie pod kontrolą lekarza, z zachowaniem odpowiednich środków ostrożności, monitorując stan kliniczny pacjenta, parametry laboratoryjne oraz bilans płynów i elektrolitów w trakcie leczenia. Preparat należy podawać wyłącznie pod kontrolą lekarza, z zachowaniem odpowiednich środków ostrożności, monitorując stan kliniczny pacjenta, parametry laboratoryjne oraz bilans płynów i elektrolitów w trakcie leczenia. Preparat należy podawać wyłącznie pod kontrolą lekarza, z zachowaniem odpowiednich środków ostrożności, monitorując stan kliniczny pacjenta, parametry laboratoryjne oraz bilans płynów i elektrolitów w trakcie leczenia. Preparat należy podawać wyłącznie pod kontrolą lekarza, z zachowaniem odpowiednich środków ostrożności, monitorując stan kliniczny pacjenta, parametry laboratoryjne oraz bilans płynów i elektrolitów w trakcie leczenia. Preparat należy podawać wyłącznie pod kontrolą lekarza, z zachowaniem odpowiednich środków ostrożności, monitorując stan kliniczny pacjenta, parametry laboratoryjne oraz bilans płynów i elektrolitów w trakcie leczenia. Preparat należy podawać wyłącznie pod kontrolą lekarza, z zachowaniem odpowiednich środków ostrożności, monitorując stan kliniczny pacjenta, parametry laboratoryjne oraz bilans płynów i elektrolitów w trakcie leczenia. Preparat należy podawać wyłącznie pod kontrolą lekarza, z zachowaniem odpowiednich środków ostrożności, monitorując stan kliniczny pacjenta, parametry laboratoryjne oraz bilans płynów i elektrolitów w trakcie leczenia. Preparat należy podawać wyłącznie pod kontrolą lekarza, z zachowaniem odpowiednich środków ostrożności, monitorując stan kliniczny pacjenta, parametry laboratoryjne oraz bilans płynów i elektrolitów w trakcie leczenia. Preparat należy podawać wyłącznie pod kontrolą lekarza, z zachowaniem odpowiednich środków ostrożności, monitorując stan kliniczny pacjenta, parametry laboratoryjne oraz bilans płynów i elektrolitów w trakcie leczenia. Preparat należy podawać wyłącznie pod kontrolą lekarza, z zachowaniem odpowiednich środków ostrożności, monitorując stan kliniczny pacjenta, parametry laboratoryjne oraz bilans płynów i elektrolitów w trakcie leczenia. Preparat należy podawać wyłącznie pod kontrolą lekarza, z zachowaniem odpowiednich środków ostrożności, monitorując stan kliniczny pacjenta, parametry laboratoryjne oraz bilans płynów i elektrolitów w trakcie leczenia. Preparat należy podawać wyłącznie pod kontrolą lekarza, z zachowaniem odpowiednich środków ostrożności, monitorując stan kliniczny pacjenta, parametry laboratoryjne oraz bilans płynów i elektrolitów w trakcie leczenia. Preparat należy podawać wyłącznie pod kontrolą lekarza, z zachowaniem odpowiednich środków ostrożności, monitorując stan kliniczny pacjenta, parametry laboratoryjne oraz bilans płynów i elektrolitów w trakcie leczenia. Preparat należy podawać wyłącznie pod kontrolą lekarza, z zachowaniem odpowiednich środków ostrożności, monitorując stan kliniczny pacjenta, parametry laboratoryjne oraz bilans płynów i elektrolitów w trakcie leczenia. Preparat należy podawać wyłącznie pod kontrolą lekarza, z zachowaniem odpowiednich środków ostrożności, monitorując stan kliniczny pacjenta, parametry laboratoryjne oraz bilans płynów i elektrolitów w trakcie leczenia. Preparat należy podawać wyłącznie pod kontrolą lekarza, z zachowaniem odpowiednich środków ostrożności, monitorując stan kliniczny pacjenta, parametry laboratoryjne oraz bilans płynów i elektrolitów w trakcie leczenia. Preparat należy podawać wyłącznie pod kontrolą lekarza, z zachowaniem odpowiednich środków ostrożności, monitorując stan kliniczny pacjenta, parametry laboratoryjne oraz bilans płynów i elektrolitów w trakcie leczenia. bbox=[430, 337, 617, 830]
body-paragraph: Pozwolenie nr R/2617 bbox=[215, 216, 260, 222]
table-cell: 5 do 10 ml/kg mc./dobę bbox=[516, 285, 568, 298]
body-paragraph: Po otwarciu pojemnika roztwór należy zużyć niezwłocznie. bbox=[215, 150, 334, 156]
section-heading: 4.7 Wpływ na zdolność prowadzenia pojazdów mechanicznych i obsługiwania urządzeń mechanicznych w ruchu bbox=[3, 352, 208, 364]
section-heading: 5. WŁAŚCIWOŚCI FARMAKOLOGICZNE bbox=[3, 440, 91, 446]
section-heading: 6.5. Rodzaj i zawartość opakowania bbox=[215, 130, 293, 136]
table-row bbox=[431, 278, 617, 285]
table-cell: Odpowiadające objętości ClinOleic 20 % bbox=[431, 285, 517, 298]
body-paragraph: Przeciwwskazania bezwzględne: bbox=[3, 75, 70, 81]
body-paragraph: W przypadku konieczności dodania do roztworu innych leków należy sprawdzić się, co do ich zgodności z roztworem. bbox=[3, 308, 208, 320]
body-paragraph: 4.2.2 Drogi podania bbox=[3, 49, 44, 55]
body-paragraph: Preparat należy podawać wyłącznie pod kontrolą lekarza, z zachowaniem odpowiednich środków ostrożności, monitorując stan kliniczny pacjenta, parametry laboratoryjne oraz bilans płynów i elektrolitów w trakcie leczenia. Preparat należy podawać wyłącznie pod kontrolą lekarza, z zachowaniem odpowiednich środków ostrożności, monitorując stan kliniczny pacjenta, parametry laboratoryjne oraz bilans płynów i elektrolitów w trakcie leczenia. Preparat należy podawać wyłącznie pod kontrolą lekarza, z zachowaniem odpowiednich środków ostrożności, monitorując stan kliniczny pacjenta, parametry laboratoryjne oraz bilans płynów i elektrolitów w trakcie leczenia. Preparat należy podawać wyłącznie pod kontrolą lekarza, z zachowaniem odpowiednich środków ostrożności, monitorując stan kliniczny pacjenta, parametry laboratoryjne oraz bilans płynów i elektrolitów w trakcie leczenia. Preparat należy podawać wyłącznie pod kontrolą lekarza, z zachowaniem odpowiednich środków ostrożności, monitorując stan kliniczny pacjenta, parametry laboratoryjne oraz bilans płynów i elektrolitów w trakcie leczenia. Preparat należy podawać wyłącznie pod kontrolą lekarza, z zachowaniem odpowiednich środków ostrożności, monitorując stan kliniczny pacjenta, parametry laboratoryjne oraz bilans płynów i elektrolitów w trakcie leczenia. Preparat należy podawać wyłącznie pod kontrolą lekarza, z zachowaniem odpowiednich środków ostrożności, monitorując stan kliniczny pacjenta, parametry laboratoryjne oraz bilans płynów i elektrolitów w trakcie leczenia. Preparat należy podawać wyłącznie pod kontrolą lekarza, z zachowaniem odpowiednich środków ostrożności, monitorując stan kliniczny pacjenta, parametry laboratoryjne oraz bilans płynów i elektrolitów w trakcie leczenia. Preparat należy podawać wyłącznie pod kontrolą lekarza, z zachowaniem odpowiednich środków ostrożności, monitorując stan kliniczny pacjenta, parametry laboratoryjne oraz bilans płynów i elektrolitów w trakcie leczenia. Preparat należy podawać wyłącznie pod kontrolą lekarza, z zachowaniem odpowiednich środków ostrożności, monitorując stan kliniczny pacjenta, parametry laboratoryjne oraz bilans płynów i elektrolitów w trakcie leczenia. Preparat należy podawać wyłącznie pod kontrolą lekarza, z zachowaniem odpowiednich środków ostrożności, monitorując stan kliniczny pacjenta, parametry laboratoryjne oraz bilans płynów i elektrolitów w trakcie leczenia. Preparat należy podawać wyłącznie pod kontrolą lekarza, z zachowaniem odpowiednich środków ostrożności, monitorując stan kliniczny pacjenta, parametry laboratoryjne oraz bilans płynów i elektrolitów w trakcie leczenia. Preparat należy podawać wyłącznie pod kontrolą lekarza, z zachowaniem odpowiednich środków ostrożności, monitorując stan kliniczny pacjenta, parametry laboratoryjne oraz bilans płynów i elektrolitów w trakcie leczenia. Preparat należy podawać wyłącznie pod kontrolą lekarza, z zachowaniem odpowiednich środków ostrożności, monitorując stan kliniczny pacjenta, parametry laboratoryjne oraz bilans płynów i elektrolitów w trakcie leczenia. Preparat należy podawać wyłącznie pod kontrolą lekarza, z zachowaniem odpowiednich środków ostrożności, monitorując stan kliniczny pacjenta, parametry laboratoryjne oraz bilans płynów i elektrolitów w trakcie leczenia. Preparat należy podawać wyłącznie pod kontrolą lekarza, z zachowaniem odpowiednich środków ostrożności, monitorując stan kliniczny pacjenta, parametry laboratoryjne oraz bilans płynów i elektrolitów w trakcie leczenia. Preparat należy podawać wyłącznie pod kontrolą lekarza, z zachowaniem odpowiednich środków ostrożności, monitorując stan kliniczny pacjenta, parametry laboratoryjne oraz bilans płynów i elektrolitów w trakcie leczenia. Preparat należy podawać wyłącznie pod kontrolą lekarza, z zachowaniem odpowiednich środków ostrożności, monitorując stan kliniczny pacjenta, parametry laboratoryjne oraz bilans płynów i elektrolitów w trakcie leczenia. Preparat należy podawać wyłącznie pod kontrolą lekarza, z zachowaniem odpowiednich środków ostrożności, monitorując stan kliniczny pacjenta, parametry laboratoryjne oraz bilans płynów i elektrolitów w trakcie leczenia. Preparat należy podawać wyłącznie pod kontrolą lekarza, z zachowaniem odpowiednich środków ostrożności, monitorując stan kliniczny pacjenta, parametry laboratoryjne oraz bilans płynów i elektrolitów w trakcie leczenia. Preparat należy podawać wyłącznie pod kontrolą lekarza, z zachowaniem odpowiednich środków ostrożności, monitorując stan kliniczny pacjenta, parametry laboratoryjne oraz bilans płynów i elektrolitów w trakcie leczenia. Preparat należy podawać wyłącznie pod kontrolą lekarza, z zachowaniem odpowiednich środków ostrożności, monitorując stan kliniczny pacjenta, parametry laboratoryjne oraz bilans płynów i elektrolitów w trakcie leczenia. Preparat należy podawać wyłącznie pod kontrolą lekarza, z zachowaniem odpowiednich środków ostrożności, monitorując stan kliniczny pacjenta, parametry laboratoryjne oraz bilans płynów i elektrolitów w trakcie leczenia. bbox=[215, 464, 423, 755]
body-paragraph: sodu wodorotlenek (do ustalenia pH), woda do wstrzykiwań. POSTAĆ FARMACEUTYCZNA: Emulsja do infuzji. Mleczny, jednorodny płyn. SZCZEGÓŁOWE DANE KLINICZNE: Wskazania do stosowania: Preparat jest stosowany jako źródło kalorii i niezbędnych nienasyconych kwasów tłuszczowych u pacjentów wymagających żywienia pozajelitowego. bbox=[430, 2, 617, 30]
